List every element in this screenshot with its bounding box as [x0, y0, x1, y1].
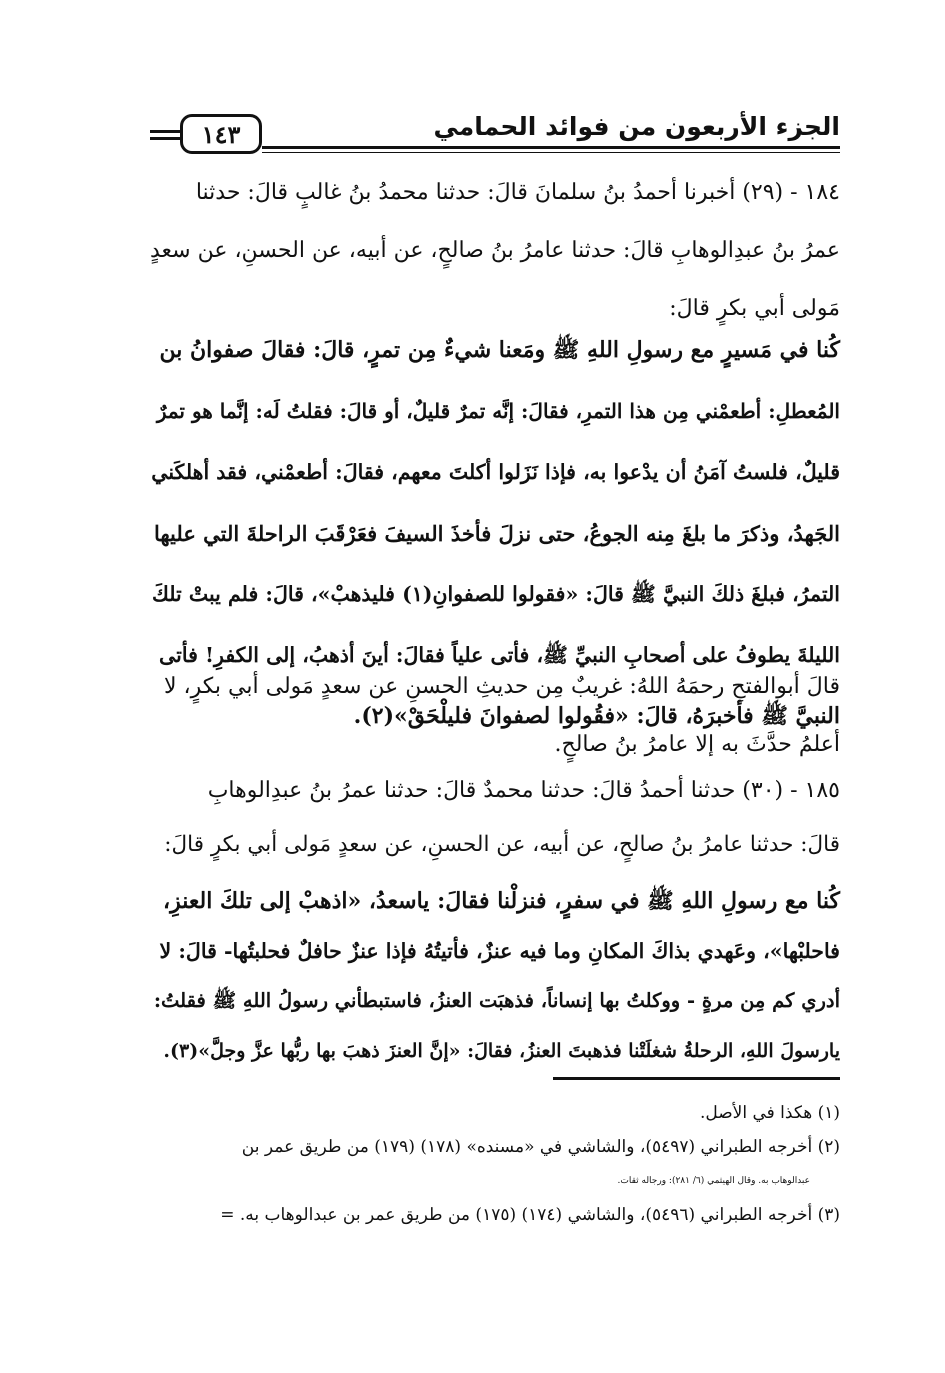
footnotes — [140, 1096, 840, 1232]
text-line: كُنا مع رسولِ اللهِ ﷺ في سفرٍ، فنزلْنا فقالَ: ياسعدُ، «اذهبْ إلى تلكَ العنزِ، — [163, 888, 840, 914]
text-line: المُعطلِ: أطعمْني مِن هذا التمرِ، فقالَ: إنَّه تمرٌ قليلٌ، أو قالَ: فقلتُ لَه: إنَّما هو تمرٌ — [156, 399, 840, 423]
footnote-2: (٢) أخرجه الطبراني (٥٤٩٧)، والشاشي في «مسنده» (١٧٨) (١٧٩) من طريق عمر بن — [241, 1137, 840, 1157]
text-line: النبيَّ ﷺ فأخبرَهُ، قالَ: «فقُولوا لصفوانَ فليلْحَقْ»(٢). — [353, 703, 840, 729]
text-line: الليلةَ يطوفُ على أصحابِ النبيِّ ﷺ، فأتى علياً فقالَ: أينَ أذهبُ، إلى الكفرِ! فأتى — [159, 643, 840, 667]
footnote-1: (١) هكذا في الأصل. — [699, 1103, 840, 1123]
footnote-2-continued: عبدالوهاب به. وقال الهيثمي (٦/ ٢٨١): ورجاله ثقات. — [617, 1176, 810, 1186]
header-rule-left — [150, 130, 180, 133]
author-comment — [150, 658, 840, 774]
text-line: الجَهدُ، وذكرَ ما بلغَ مِنه الجوعُ، حتى نزلَ فأخذَ السيفَ فعَرْقَبَ الراحلةَ التي عليها — [153, 521, 840, 546]
hadith-185-isnad — [150, 764, 840, 872]
text-line: فاحلبْها»، وعَهدي بذاكَ المكانِ وما فيه عنزٌ، فأتيتُهُ فإذا عنزٌ حافلٌ فحلبتُها- قالَ: لا — [159, 939, 840, 963]
text-line: ١٨٤ - (٢٩) أخبرنا أحمدُ بنُ سلمانَ قالَ: حدثنا محمدُ بنُ غالبٍ قالَ: حدثنا — [195, 180, 840, 205]
page-number: ١٤٣ — [180, 114, 262, 154]
text-line: مَولى أبي بكرٍ قالَ: — [669, 296, 840, 321]
text-line: ١٨٥ - (٣٠) حدثنا أحمدُ قالَ: حدثنا محمدٌ قالَ: حدثنا عمرُ بنُ عبدِالوهابِ — [207, 778, 840, 803]
text-line: يارسولَ اللهِ، الرحلةُ شغلَتْنا فذهبتَ العنزُ، فقالَ: «إنَّ العنزَ ذهبَ بها ربُّها عزَّ وجلَّ»(٣). — [163, 1040, 840, 1062]
text-line: قليلٌ، فلستُ آمَنُ أن يدْعوا به، فإذا نَزَلوا أكلتَ معهم، فقالَ: أطعمْني، فقد أهلكَني — [151, 460, 840, 484]
text-line: كُنا في مَسيرٍ مع رسولِ اللهِ ﷺ ومَعنا شيءٌ مِن تمرٍ، قالَ: فقالَ صفوانُ بن — [159, 337, 840, 363]
footnote-separator — [553, 1077, 840, 1080]
text-line: أدري كم مِن مرةٍ - ووكلتُ بها إنساناً، فذهبَت العنزُ، فاستبطأني رسولُ اللهِ ﷺ فقلتُ: — [153, 989, 840, 1012]
running-title: الجزء الأربعون من فوائد الحمامي — [433, 112, 840, 141]
text-line: عمرُ بنُ عبدِالوهابِ قالَ: حدثنا عامرُ بنُ صالحٍ، عن أبيه، عن الحسنِ، عن سعدٍ — [150, 238, 840, 263]
header-rule-thick — [262, 146, 840, 149]
header-rule-left-lower — [150, 137, 180, 140]
hadith-185-text — [150, 876, 840, 1076]
footnote-3: (٣) أخرجه الطبراني (٥٤٩٦)، والشاشي (١٧٤) (١٧٥) من طريق عمر بن عبدالوهاب به. = — [220, 1205, 840, 1225]
text-line: أعلمُ حدَّثَ به إلا عامرُ بنُ صالحٍ. — [554, 732, 840, 757]
text-line: قالَ أبوالفتحِ رحمَهُ اللهُ: غريبٌ مِن حديثِ الحسنِ عن سعدٍ مَولى أبي بكرٍ، لا — [164, 674, 840, 699]
text-line: التمرُ، فبلغَ ذلكَ النبيَّ ﷺ قالَ: «فقولوا للصفوانِ(١) فليذهبْ»، قالَ: فلم يبتْ تلكَ — [151, 582, 840, 606]
header-rule-thin — [262, 152, 840, 153]
page-header — [150, 104, 840, 160]
text-line: قالَ: حدثنا عامرُ بنُ صالحٍ، عن أبيه، عن الحسنِ، عن سعدٍ مَولى أبي بكرٍ قالَ: — [164, 832, 840, 857]
hadith-184-isnad — [150, 164, 840, 338]
